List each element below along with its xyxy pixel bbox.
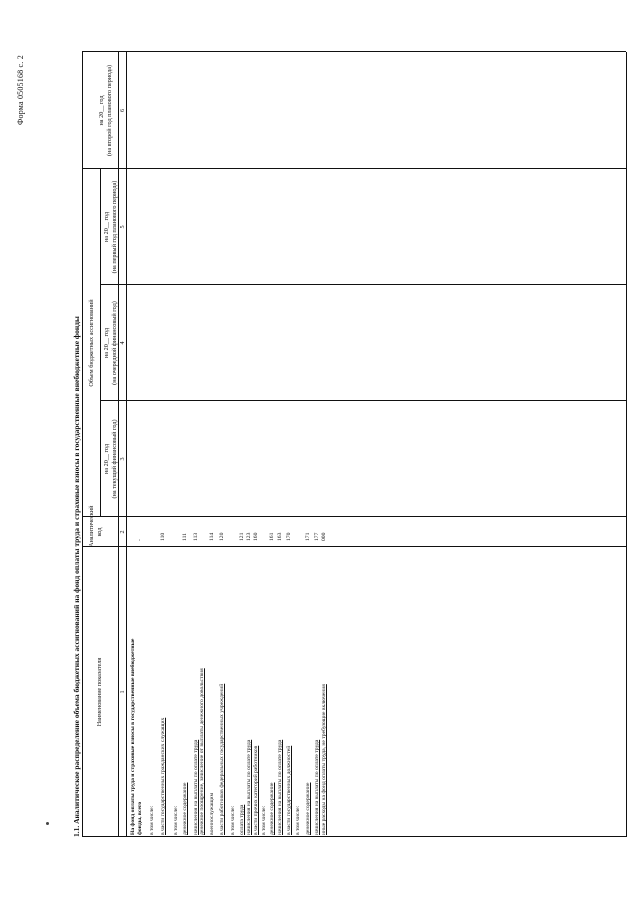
row-code: 110 — [160, 532, 166, 541]
row-label: денежное содержание — [305, 782, 311, 835]
row-label: начисления на выплаты по оплате труда — [314, 739, 320, 835]
header-volume-group: Объем бюджетных ассигнований — [88, 299, 95, 387]
header-name: Наименование показателя — [96, 657, 103, 727]
header-col6: на 20__ год (на второй год планового периода) — [98, 64, 113, 157]
colnum-6: 6 — [119, 108, 126, 113]
row-label: в том числе: — [149, 805, 155, 835]
row-label: начисления на выплаты по оплате труда — [193, 739, 199, 835]
colnum-1: 1 — [119, 690, 126, 694]
row-label: На фонд оплаты труда и страховые взносы в государственные внебюджетные — [130, 638, 136, 835]
form-number: Форма 0505168 с. 2 — [16, 55, 25, 125]
colnum-4: 4 — [119, 341, 126, 345]
row-code: 114 — [209, 532, 215, 541]
row-code: 111 — [182, 533, 188, 541]
row-code: - — [137, 539, 143, 541]
row-label: иные расходы на фонд оплаты труда, не требующие включения — [321, 684, 327, 835]
row-code: 171 — [305, 532, 311, 541]
colnum-2: 2 — [119, 530, 126, 534]
row-label: денежное содержание — [269, 782, 275, 835]
row-label: военнослужащим — [209, 792, 215, 835]
allocation-table — [82, 52, 626, 837]
row-label: денежное содержание — [182, 782, 188, 835]
row-label: в части работников федеральных государственных учреждений — [219, 683, 225, 835]
header-col3: на 20__ год (на текущий финансовый год) — [103, 419, 118, 499]
row-label: денежное поощрение, зачисление от выплаты денежного довольствия — [199, 668, 205, 835]
row-code: 120 — [219, 532, 225, 541]
row-label: в части государственных должностей — [286, 745, 292, 835]
row-code: 161 — [269, 532, 275, 541]
row-code: 113 — [193, 532, 199, 541]
header-col5: на 20__ год (на первый год планового периода) — [103, 180, 118, 274]
row-code: 163 — [277, 532, 283, 541]
scan-speck — [46, 822, 49, 825]
header-code: Аналитический код — [88, 505, 103, 547]
row-label: в том числе: — [173, 805, 179, 835]
row-code: 121 — [239, 532, 245, 541]
row-label: начисления на выплаты по оплате труда — [246, 739, 252, 835]
row-label: фонды, всего — [137, 801, 143, 835]
colnum-3: 3 — [119, 457, 126, 461]
row-code: 177 — [314, 532, 320, 541]
row-label: в том числе: — [295, 805, 301, 835]
row-label: начисления на выплаты по оплате труда — [277, 739, 283, 835]
section-title: 1.1. Аналитическое распределение объема бюджетных ассигнований на фонд оплаты труда и страховые взносы в государственные внебюджетные фонды — [72, 316, 81, 837]
row-label: в том числе: — [261, 805, 267, 835]
row-code: 170 — [286, 532, 292, 541]
colnum-5: 5 — [119, 225, 126, 229]
row-label: в части прочих категорий работников — [253, 745, 259, 835]
row-code: 000 — [321, 532, 327, 541]
row-label: в том числе: — [230, 805, 236, 835]
row-code: 123 — [246, 532, 252, 541]
row-code: 160 — [253, 532, 259, 541]
row-label: в части государственных гражданских служащих — [160, 717, 166, 835]
row-label: оплата труда — [239, 804, 245, 835]
header-col4: на 20__ год (на очередной финансовый год) — [103, 301, 118, 385]
